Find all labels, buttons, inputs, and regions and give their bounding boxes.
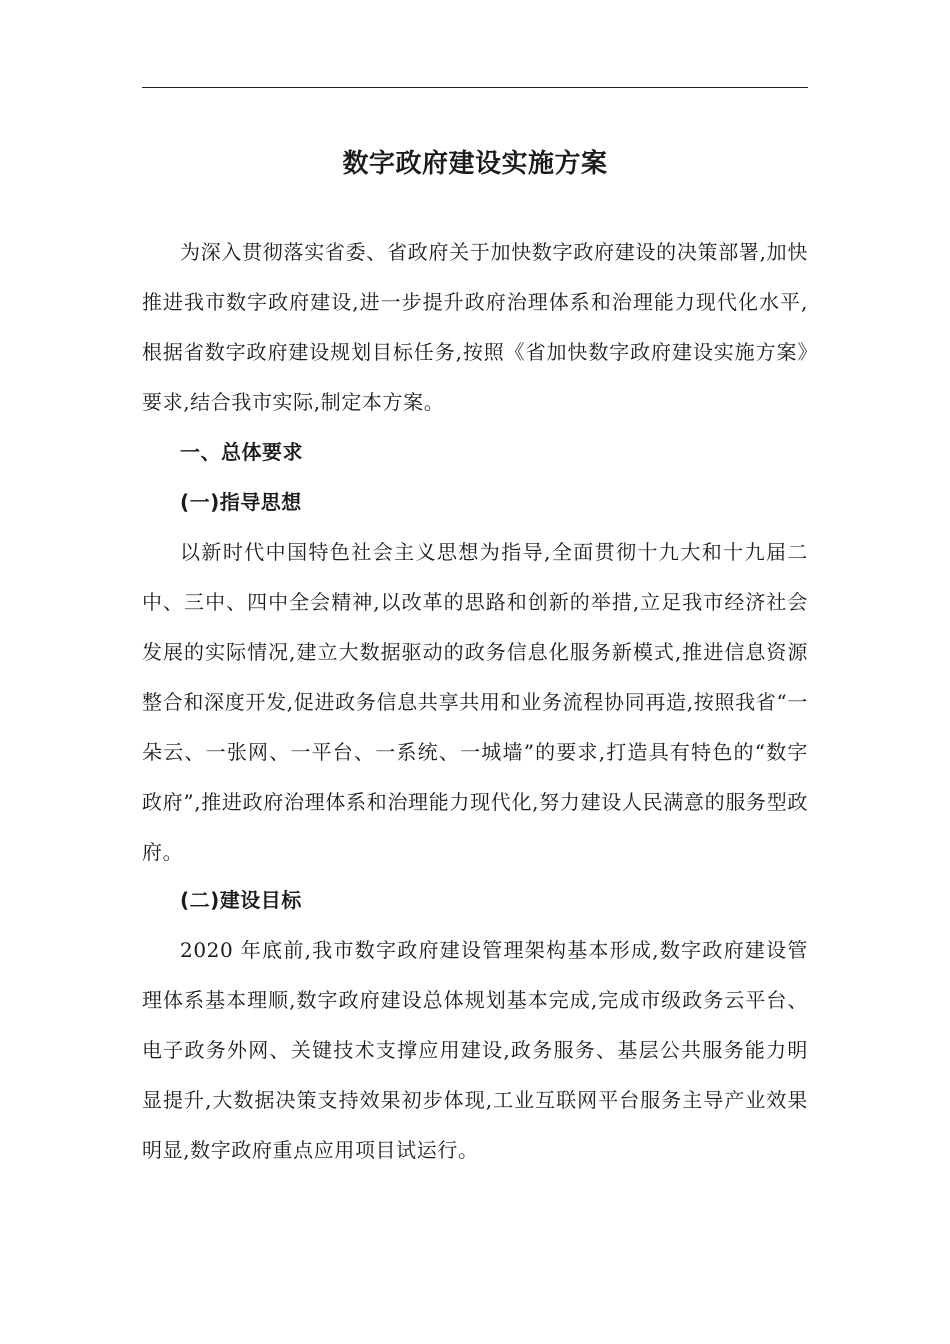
subsection-heading-construction-goals: (二)建设目标 xyxy=(180,888,302,912)
intro-paragraph: 为深入贯彻落实省委、省政府关于加快数字政府建设的决策部署,加快推进我市数字政府建设,进一步提升政府治理体系和治理能力现代化水平,根据省数字政府建设规划目标任务,按照《省加快数字政府建设实施方案》要求,结合我市实际,制定本方案。 xyxy=(142,240,808,414)
construction-goals-paragraph: 2020 年底前,我市数字政府建设管理架构基本形成,数字政府建设管理体系基本理顺,数字政府建设总体规划基本完成,完成市级政务云平台、电子政务外网、关键技术支撑应用建设,政务服务、基层公共服务能力明显提升,大数据决策支持效果初步体现,工业互联网平台服务主导产业效果明显,数字政府重点应用项目试运行。 xyxy=(142,938,808,1162)
document-title: 数字政府建设实施方案 xyxy=(342,149,608,179)
subsection-heading-guiding-ideology: (一)指导思想 xyxy=(180,490,302,514)
header-rule xyxy=(142,87,808,88)
section-heading-overall-requirements: 一、总体要求 xyxy=(180,440,303,464)
guiding-ideology-paragraph: 以新时代中国特色社会主义思想为指导,全面贯彻十九大和十九届二中、三中、四中全会精神,以改革的思路和创新的举措,立足我市经济社会发展的实际情况,建立大数据驱动的政务信息化服务新模式,推进信息资源整合和深度开发,促进政务信息共享共用和业务流程协同再造,按照我省“一朵云、一张网、一平台、一系统、一城墙”的要求,打造具有特色的“数字政府”,推进政府治理体系和治理能力现代化,努力建设人民满意的服务型政府。 xyxy=(142,540,808,864)
